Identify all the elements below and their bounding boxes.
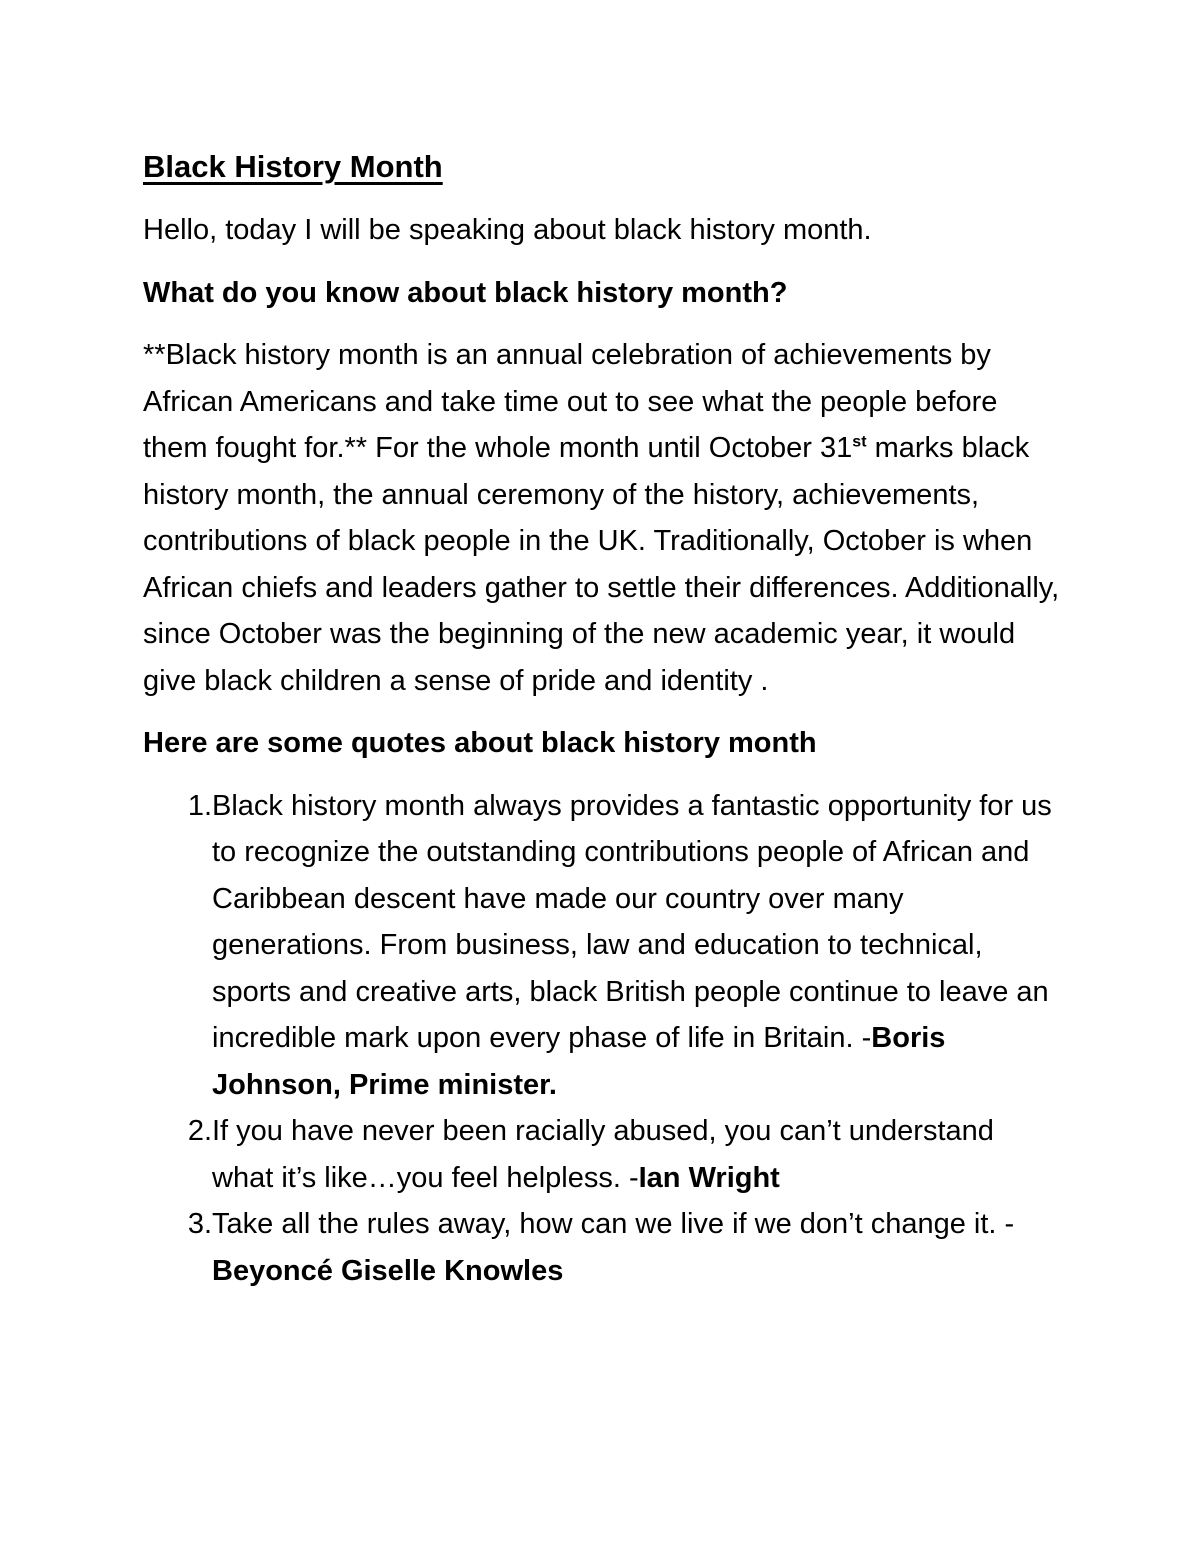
quote-item: [143, 783, 1063, 1109]
quote-text: Take all the rules away, how can we live if we don’t change it. -: [212, 1208, 1015, 1240]
quote-number: 3.: [187, 1208, 212, 1240]
quote-item: [143, 1201, 1063, 1294]
quote-text: Black history month always provides a fantastic opportunity for us to recognize the outstanding contributions people of African and Caribbean descent have made our country over many generations. From business, law and education to technical, sports and creative arts, black British people continue to leave an incredible mark upon every phase of life in Britain. -: [212, 789, 1052, 1054]
document-title: Black History Month: [143, 149, 443, 184]
quote-body: [212, 1201, 1063, 1294]
quote-number: 1.: [187, 789, 212, 822]
quote-author: Boris Johnson, Prime minister.: [212, 1022, 946, 1101]
document-page: [143, 143, 1063, 1294]
answer-paragraph: [143, 332, 1063, 704]
intro-paragraph: Hello, today I will be speaking about black history month.: [143, 214, 872, 246]
quote-item: [143, 1108, 1063, 1201]
answer-text-part1: **Black history month is an annual celebration of achievements by African Americans and take time out to see what the people before them fought for.** For the whole month until October 31: [143, 339, 998, 464]
quote-body: [212, 1108, 1063, 1201]
quotes-heading: Here are some quotes about black history month: [143, 727, 817, 759]
answer-text-part2: marks black history month, the annual ceremony of the history, achievements, contributions of black people in the UK. Traditionally, October is when African chiefs and leaders gather to settle their differences. Additionally, since October was the beginning of the new academic year, it would give black children a sense of pride and identity .: [143, 432, 1060, 697]
quotes-list: [143, 783, 1063, 1295]
quote-author: Ian Wright: [638, 1161, 780, 1194]
quote-author: Beyoncé Giselle Knowles: [212, 1254, 564, 1287]
quote-body: [212, 783, 1063, 1109]
question-heading: What do you know about black history month?: [143, 276, 788, 309]
quote-text: If you have never been racially abused, you can’t understand what it’s like…you feel helpless. -: [212, 1115, 994, 1194]
ordinal-superscript: st: [852, 433, 867, 451]
quote-number: 2.: [187, 1115, 212, 1147]
